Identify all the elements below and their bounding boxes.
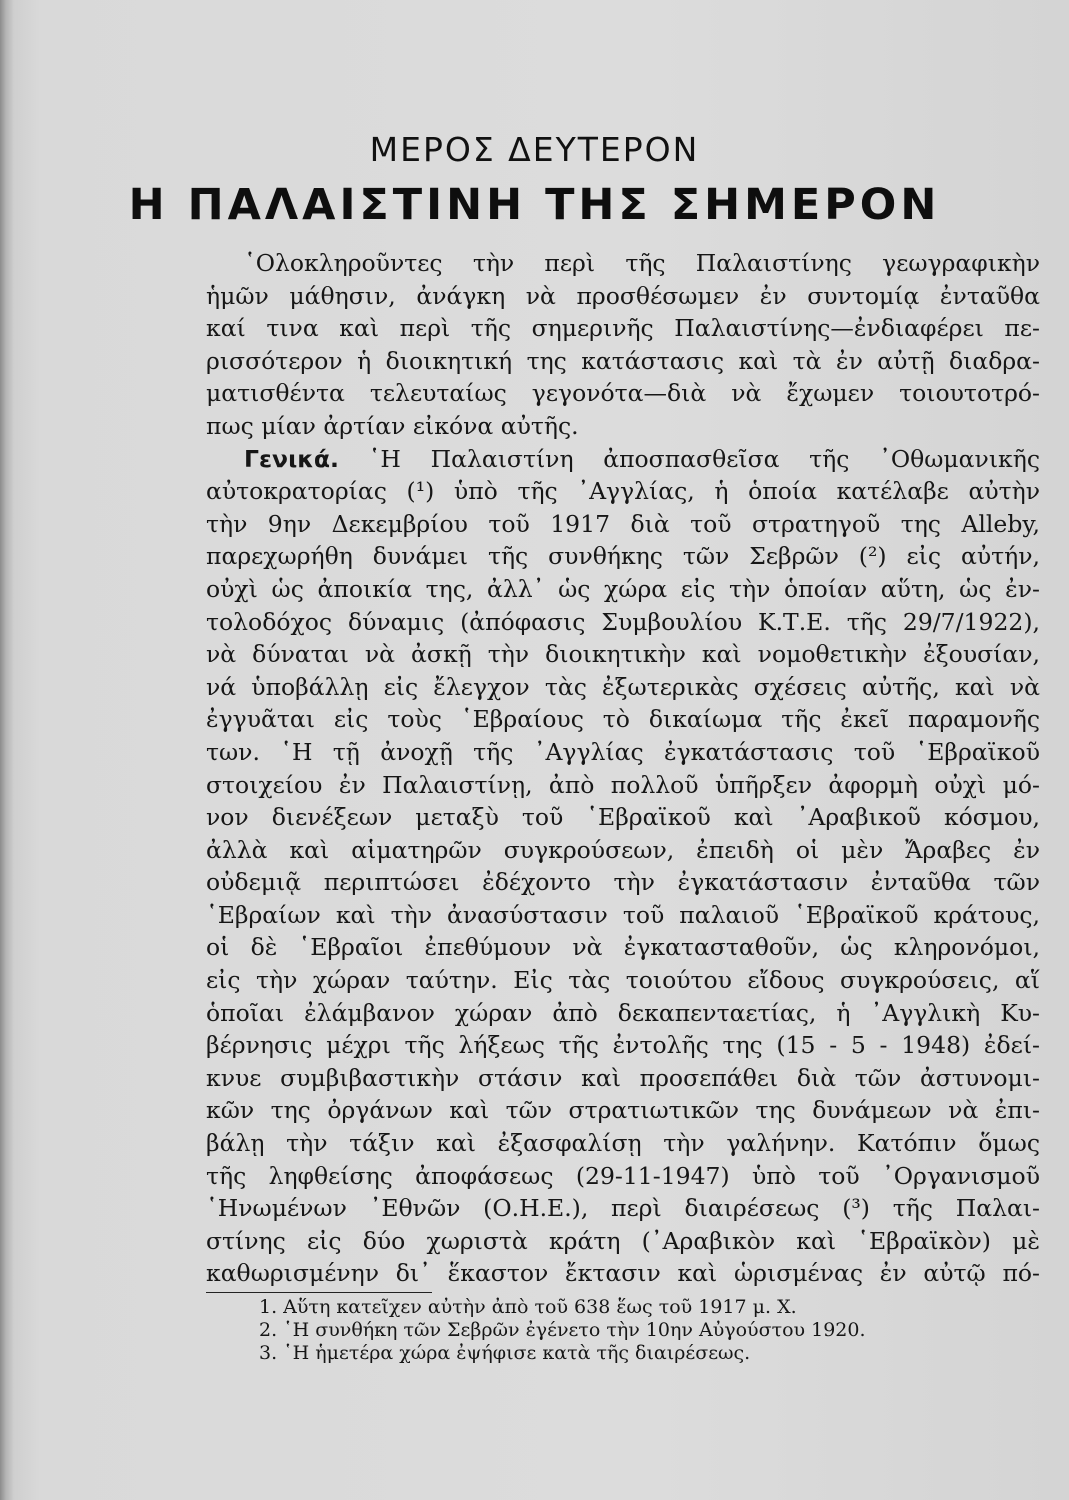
footnotes xyxy=(259,1296,1039,1365)
text-line: ῾Ολοκληροῦντες τὴν περὶ τῆς Παλαιστίνης γεωγραφικὴν xyxy=(244,249,1040,277)
text-line: νά ὑποβάλλῃ εἰς ἔλεγχον τὰς ἐξωτερικὰς σχέσεις αὐτῆς, καὶ νὰ xyxy=(206,672,1040,701)
text-line: καθωρισμένην δι᾿ ἕκαστον ἔκτασιν καὶ ὡρισμένας ἐν αὐτῷ πό- xyxy=(206,1259,1040,1288)
text-line: ἡμῶν μάθησιν, ἀνάγκη νὰ προσθέσωμεν ἐν συντομίᾳ ἐνταῦθα xyxy=(206,281,1040,310)
text-line: νὰ δύναται νὰ ἀσκῇ τὴν διοικητικὴν καὶ νομοθετικὴν ἐξουσίαν, xyxy=(206,640,1040,669)
text-line: των. ῾Η τῇ ἀνοχῇ τῆς ᾿Αγγλίας ἐγκατάστασις τοῦ ῾Εβραϊκοῦ xyxy=(206,737,1040,766)
chapter-title: Η ΠΑΛΑΙΣΤΙΝΗ ΤΗΣ ΣΗΜΕΡΟΝ xyxy=(128,180,941,230)
text-line: κνυε συμβιβαστικὴν στάσιν καὶ προσεπάθει διὰ τῶν ἀστυνομι- xyxy=(206,1063,1040,1092)
text-line: ρισσότερον ἡ διοικητική της κατάστασις καὶ τὰ ἐν αὐτῇ διαδρα- xyxy=(206,346,1040,375)
footnote-divider xyxy=(206,1292,432,1293)
footnote: 2. ῾Η συνθήκη τῶν Σεβρῶν ἐγένετο τὴν 10ην Αὐγούστου 1920. xyxy=(259,1319,866,1341)
footnote: 1. Αὕτη κατεῖχεν αὐτὴν ἀπὸ τοῦ 638 ἕως τοῦ 1917 μ. Χ. xyxy=(259,1296,797,1318)
text-line: στοιχείου ἐν Παλαιστίνῃ, ἀπὸ πολλοῦ ὑπῆρξεν ἀφορμὴ οὐχὶ μό- xyxy=(206,770,1040,799)
text-line xyxy=(206,443,1040,476)
section-label: Γενικά. xyxy=(244,444,339,473)
text-line: τὴν 9ην Δεκεμβρίου τοῦ 1917 διὰ τοῦ στρατηγοῦ της Allеby, xyxy=(206,509,1040,538)
footnote: 3. ῾Η ἡμετέρα χώρα ἐψήφισε κατὰ τῆς διαιρέσεως. xyxy=(259,1342,751,1364)
text-line: ῾Ηνωμένων ᾿Εθνῶν (Ο.Η.Ε.), περὶ διαιρέσεως (³) τῆς Παλαι- xyxy=(206,1194,1040,1223)
text-line: βέρνησις μέχρι τῆς λήξεως τῆς ἐντολῆς της (15 - 5 - 1948) ἐδεί- xyxy=(206,1031,1040,1060)
text-line: ἀλλὰ καὶ αἱματηρῶν συγκρούσεων, ἐπειδὴ οἱ μὲν Ἄραβες ἐν xyxy=(206,835,1040,864)
body-text xyxy=(206,247,1040,1290)
text-line: οὐχὶ ὡς ἀποικία της, ἀλλ᾿ ὡς χώρα εἰς τὴν ὁποίαν αὕτη, ὡς ἐν- xyxy=(206,574,1040,603)
text-line: ματισθέντα τελευταίως γεγονότα—διὰ νὰ ἔχωμεν τοιουτοτρό- xyxy=(206,379,1040,408)
text-line: νον διενέξεων μεταξὺ τοῦ ῾Εβραϊκοῦ καὶ ᾿Αραβικοῦ κόσμου, xyxy=(206,803,1040,832)
text-line: αὐτοκρατορίας (¹) ὑπὸ τῆς ᾿Αγγλίας, ἡ ὁποία κατέλαβε αὐτὴν xyxy=(206,477,1040,506)
text-line: πως μίαν ἀρτίαν εἰκόνα αὐτῆς. xyxy=(206,411,579,440)
text-line: εἰς τὴν χώραν ταύτην. Εἰς τὰς τοιούτου εἴδους συγκρούσεις, αἵ xyxy=(206,966,1040,995)
part-title: ΜΕΡΟΣ ΔΕΥΤΕΡΟΝ xyxy=(369,130,700,169)
text-fragment: ῾Η Παλαιστίνη ἀποσπασθεῖσα τῆς ᾿Οθωμανικῆς xyxy=(368,444,1040,473)
text-line: κῶν της ὀργάνων καὶ τῶν στρατιωτικῶν της δυνάμεων νὰ ἐπι- xyxy=(206,1096,1040,1125)
text-line: οἱ δὲ ῾Εβραῖοι ἐπεθύμουν νὰ ἐγκατασταθοῦν, ὡς κληρονόμοι, xyxy=(206,933,1040,962)
text-line: ῾Εβραίων καὶ τὴν ἀνασύστασιν τοῦ παλαιοῦ ῾Εβραϊκοῦ κράτους, xyxy=(206,900,1040,929)
text-line: ἐγγυᾶται εἰς τοὺς ῾Εβραίους τὸ δικαίωμα τῆς ἐκεῖ παραμονῆς xyxy=(206,705,1040,734)
text-line: οὐδεμιᾷ περιπτώσει ἐδέχοντο τὴν ἐγκατάστασιν ἐνταῦθα τῶν xyxy=(206,868,1040,897)
text-line: παρεχωρήθη δυνάμει τῆς συνθήκης τῶν Σεβρῶν (²) εἰς αὐτήν, xyxy=(206,542,1040,571)
text-line: ὁποῖαι ἐλάμβανον χώραν ἀπὸ δεκαπενταετίας, ἡ ᾿Αγγλικὴ Κυ- xyxy=(206,998,1040,1027)
text-line: βάλῃ τὴν τάξιν καὶ ἐξασφαλίσῃ τὴν γαλήνην. Κατόπιν ὅμως xyxy=(206,1129,1040,1158)
text-line: καί τινα καὶ περὶ τῆς σημερινῆς Παλαιστίνης—ἐνδιαφέρει πε- xyxy=(206,314,1040,343)
text-line: στίνης εἰς δύο χωριστὰ κράτη (᾿Αραβικὸν καὶ ῾Εβραϊκὸν) μὲ xyxy=(206,1226,1040,1255)
text-line: τολοδόχος δύναμις (ἀπόφασις Συμβουλίου Κ.Τ.Ε. τῆς 29/7/1922), xyxy=(206,607,1040,636)
text-line: τῆς ληφθείσης ἀποφάσεως (29-11-1947) ὑπὸ τοῦ ᾿Οργανισμοῦ xyxy=(206,1161,1040,1190)
